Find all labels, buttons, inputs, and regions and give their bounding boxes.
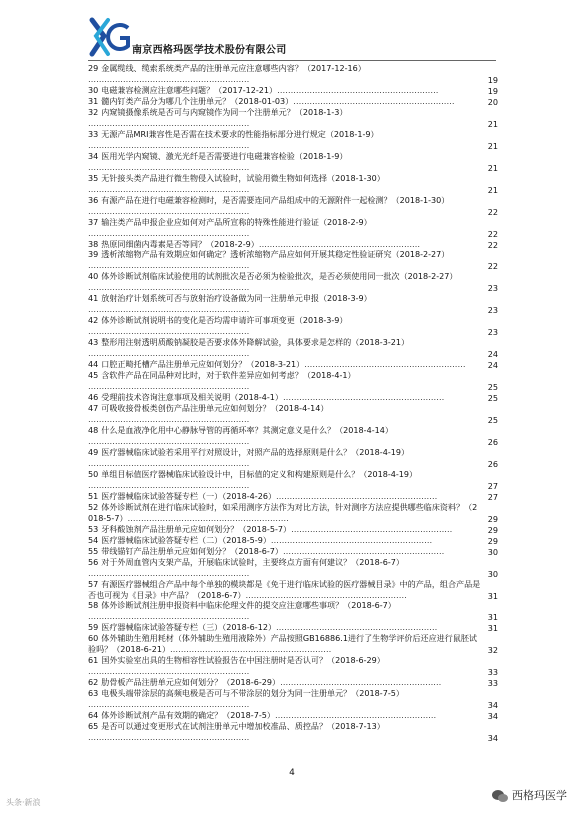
toc-entry-page: 19 xyxy=(487,85,498,96)
toc-entry-title xyxy=(88,152,496,174)
header-divider xyxy=(88,60,496,61)
toc-entry-text: 输注类产品申报企业应如何对产品所宣称的特殊性能进行验证（2018-2-9） xyxy=(101,217,372,227)
toc-entry-text: 可吸收接骨板类创伤产品注册单元应如何划分？（2018-4-14） xyxy=(101,404,329,414)
toc-entry-page: 24 xyxy=(487,360,498,371)
toc-entry-text: 体外诊断试剂产品有效期的确定？（2018-7-5） xyxy=(101,711,275,721)
toc-entry-number: 32 xyxy=(88,107,99,117)
toc-entry[interactable] xyxy=(88,547,496,558)
toc-entry-page: 25 xyxy=(487,382,498,393)
toc-leader-dots: …………………………………………………… xyxy=(258,239,421,249)
toc-entry-page: 31 xyxy=(487,590,498,601)
toc-entry-page: 23 xyxy=(487,283,498,294)
toc-leader-dots: …………………………………………………… xyxy=(88,667,250,677)
toc-leader-dots: …………………………………………………… xyxy=(293,96,455,106)
toc-entry[interactable] xyxy=(88,470,496,492)
toc-entry-number: 61 xyxy=(88,656,99,666)
toc-entry-text: 肋骨板产品注册单元应如何划分？（2018-6-29） xyxy=(101,678,281,688)
toc-entry-text: 对于外周血管内支架产品，开展临床试验时，主要终点方面有何建议？（2018-6-7） xyxy=(101,557,404,567)
toc-entry[interactable] xyxy=(88,711,496,722)
toc-entry-title xyxy=(88,492,496,503)
toc-entry-page: 31 xyxy=(487,612,498,623)
toc-entry-title xyxy=(88,623,496,634)
toc-leader-dots: …………………………………………………… xyxy=(88,382,250,392)
toc-entry-page: 33 xyxy=(487,678,498,689)
toc-entry[interactable] xyxy=(88,371,496,393)
toc-entry-page: 30 xyxy=(487,568,498,579)
toc-entry-text: 放射治疗计划系统可否与放射治疗设备做为同一注册单元申报（2018-3-9） xyxy=(101,294,372,304)
toc-entry-number: 52 xyxy=(88,502,99,512)
toc-entry-title xyxy=(88,174,496,196)
toc-entry-text: 有源医疗器械组合产品中每个单独的模块都是《免于进行临床试验的医疗器械目录》中的产品，组合产品是否也可视为《目录》中产品？（2018-6-7） xyxy=(88,579,481,600)
toc-entry-number: 54 xyxy=(88,535,99,545)
toc-entry-title xyxy=(88,601,496,623)
toc-entry-page: 23 xyxy=(487,305,498,316)
toc-entry-page: 21 xyxy=(487,184,498,195)
toc-entry-number: 44 xyxy=(88,360,99,370)
toc-entry[interactable] xyxy=(88,580,496,602)
toc-entry-text: 电极头端带涂层的高频电极是否可与不带涂层的划分为同一注册单元？（2018-7-5） xyxy=(101,689,404,699)
toc-leader-dots: …………………………………………………… xyxy=(283,546,445,556)
toc-entry[interactable] xyxy=(88,536,496,547)
toc-entry-number: 42 xyxy=(88,316,99,326)
toc-entry-title xyxy=(88,294,496,316)
toc-leader-dots: …………………………………………………… xyxy=(88,458,250,468)
toc-leader-dots: …………………………………………………… xyxy=(291,524,453,534)
toc-leader-dots: …………………………………………………… xyxy=(127,513,289,523)
toc-entry-text: 内窥镜摄像系统是否可与内窥镜作为同一个注册单元？（2018-1-3） xyxy=(101,107,348,117)
toc-entry[interactable] xyxy=(88,196,496,218)
toc-entry-page: 27 xyxy=(487,491,498,502)
toc-leader-dots: …………………………………………………… xyxy=(88,612,250,622)
toc-entry-number: 55 xyxy=(88,546,99,556)
toc-entry[interactable] xyxy=(88,492,496,503)
toc-entry-title xyxy=(88,250,496,272)
toc-leader-dots: …………………………………………………… xyxy=(88,206,250,216)
toc-entry-number: 29 xyxy=(88,64,99,73)
footer-brand xyxy=(492,787,567,803)
toc-entry-text: 单组目标值医疗器械临床试验设计中，目标值的定义和构建原则是什么？（2018-4-19） xyxy=(101,469,418,479)
toc-entry-text: 医疗器械临床试验答疑专栏（一）（2018-4-26） xyxy=(101,491,277,501)
toc-entry-page: 27 xyxy=(487,480,498,491)
toc-entry-number: 56 xyxy=(88,557,99,567)
toc-entry[interactable] xyxy=(88,525,496,536)
toc-entry-title xyxy=(88,580,496,602)
toc-leader-dots: …………………………………………………… xyxy=(277,85,439,95)
toc-leader-dots: …………………………………………………… xyxy=(276,491,438,501)
toc-entry[interactable] xyxy=(88,97,496,108)
toc-entry-text: 医用光学内窥镜、激光光纤是否需要进行电磁兼容检验（2018-1-9） xyxy=(101,151,348,161)
toc-entry-number: 38 xyxy=(88,239,99,249)
toc-entry[interactable] xyxy=(88,634,496,656)
toc-leader-dots: …………………………………………………… xyxy=(88,118,250,128)
toc-entry[interactable] xyxy=(88,174,496,196)
toc-entry-title xyxy=(88,470,496,492)
toc-leader-dots: …………………………………………………… xyxy=(88,436,250,446)
toc-entry-title xyxy=(88,678,496,689)
toc-entry-text: 整形用注射透明质酸钠凝胶是否要求体外降解试验，具体要求是怎样的（2018-3-21） xyxy=(101,338,410,348)
toc-entry-text: 体外诊断试剂临床试验使用的试剂批次是否必须为检验批次，是否必须使用同一批次（2018-2-27） xyxy=(101,272,458,282)
toc-entry[interactable] xyxy=(88,623,496,634)
toc-entry-number: 60 xyxy=(88,634,99,644)
toc-entry[interactable] xyxy=(88,558,496,580)
toc-entry-number: 59 xyxy=(88,623,99,633)
toc-entry-number: 31 xyxy=(88,96,99,106)
toc-entry[interactable] xyxy=(88,448,496,470)
toc-entry-text: 含软件产品在同品种对比时，对于软件差异应如何考虑？（2018-4-1） xyxy=(101,371,356,381)
toc-entry-number: 47 xyxy=(88,404,99,414)
toc-entry-page: 20 xyxy=(487,96,498,107)
toc-entry-page: 32 xyxy=(487,645,498,656)
toc-entry-page: 34 xyxy=(487,711,498,722)
toc-entry-page: 26 xyxy=(487,436,498,447)
toc-entry-text: 热原同细菌内毒素是否等同？（2018-2-9） xyxy=(101,239,259,249)
toc-entry-number: 43 xyxy=(88,338,99,348)
toc-leader-dots: …………………………………………………… xyxy=(88,327,250,337)
toc-leader-dots: …………………………………………………… xyxy=(88,261,250,271)
toc-entry-title xyxy=(88,525,496,536)
toc-entry-title xyxy=(88,86,496,97)
toc-leader-dots: …………………………………………………… xyxy=(88,733,250,743)
toc-entry-title xyxy=(88,536,496,547)
toc-entry-page: 22 xyxy=(487,206,498,217)
toc-entry-text: 受理前技术咨询注意事项及相关说明（2018-4-1） xyxy=(101,393,283,403)
toc-entry-title xyxy=(88,448,496,470)
toc-entry-page: 21 xyxy=(487,140,498,151)
toc-entry-text: 无源产品MRI兼容性是否需在技术要求的性能指标部分进行规定（2018-1-9） xyxy=(101,129,379,139)
toc-entry-page: 34 xyxy=(487,700,498,711)
footer-watermark: 头条·新浪 xyxy=(6,798,41,807)
toc-entry[interactable] xyxy=(88,250,496,272)
toc-entry-page: 29 xyxy=(487,535,498,546)
toc-entry[interactable] xyxy=(88,86,496,97)
toc-entry[interactable] xyxy=(88,678,496,689)
toc-entry-number: 49 xyxy=(88,447,99,457)
toc-entry[interactable] xyxy=(88,426,496,448)
toc-entry-number: 64 xyxy=(88,711,99,721)
toc-entry[interactable] xyxy=(88,360,496,371)
toc-leader-dots: …………………………………………………… xyxy=(88,415,250,424)
toc-entry-text: 医疗器械临床试验若采用平行对照设计，对照产品的选择原则是什么？（2018-4-19） xyxy=(101,447,410,457)
toc-entry-text: 牙科酸蚀剂产品注册单元应如何划分？（2018-5-7） xyxy=(101,524,292,534)
toc-entry-title xyxy=(88,722,496,744)
wechat-icon xyxy=(492,789,508,803)
toc-entry-title xyxy=(88,338,496,360)
toc-entry-title xyxy=(88,130,496,152)
toc-entry[interactable] xyxy=(88,108,496,130)
toc-entry-number: 45 xyxy=(88,371,99,381)
toc-entry-title xyxy=(88,272,496,294)
toc-entry-title xyxy=(88,196,496,218)
toc-entry-text: 金属缆线、缆索系统类产品的注册单元应注意哪些内容？（2017-12-16） xyxy=(101,64,366,73)
footer-brand-text: 西格玛医学 xyxy=(512,789,567,802)
toc-entry-page: 30 xyxy=(487,546,498,557)
toc-entry[interactable] xyxy=(88,338,496,360)
toc-leader-dots: …………………………………………………… xyxy=(280,678,442,688)
toc-leader-dots: …………………………………………………… xyxy=(88,305,250,315)
toc-entry-number: 53 xyxy=(88,524,99,534)
toc-entry-page: 31 xyxy=(487,623,498,634)
toc-entry[interactable] xyxy=(88,656,496,678)
toc-entry-title xyxy=(88,97,496,108)
toc-entry-title xyxy=(88,547,496,558)
toc-entry-text: 体外诊断试剂注册申报资料中临床伦理文件的提交应注意哪些事项？（2018-6-7） xyxy=(101,601,396,611)
toc-entry-number: 33 xyxy=(88,129,99,139)
toc-entry-number: 65 xyxy=(88,722,99,732)
toc-entry-page: 23 xyxy=(487,327,498,338)
toc-entry[interactable] xyxy=(88,316,496,338)
company-logo-icon xyxy=(88,14,132,60)
toc-entry-text: 国外实验室出具的生物相容性试验报告在中国注册时是否认可？（2018-6-29） xyxy=(101,656,385,666)
toc-entry[interactable] xyxy=(88,240,496,251)
toc-leader-dots: …………………………………………………… xyxy=(245,590,407,600)
toc-entry[interactable] xyxy=(88,503,496,525)
toc-entry-title xyxy=(88,64,496,86)
toc-entry-title xyxy=(88,393,496,404)
toc-leader-dots: …………………………………………………… xyxy=(88,162,250,172)
toc-entry-text: 是否可以通过变更形式在试剂注册单元中增加校准品、质控品？（2018-7-13） xyxy=(101,722,385,732)
toc-entry-page: 26 xyxy=(487,458,498,469)
toc-entry-number: 50 xyxy=(88,469,99,479)
toc-entry-title xyxy=(88,634,496,656)
toc-entry-title xyxy=(88,689,496,711)
toc-leader-dots: …………………………………………………… xyxy=(88,228,250,238)
toc-entry-text: 带线锚钉产品注册单元应如何划分？（2018-6-7） xyxy=(101,546,283,556)
toc-entry-number: 51 xyxy=(88,491,99,501)
page-header xyxy=(88,14,538,60)
company-name: 南京西格玛医学技术股份有限公司 xyxy=(132,45,287,56)
toc-entry[interactable] xyxy=(88,272,496,294)
toc-entry[interactable] xyxy=(88,152,496,174)
toc-entry-number: 37 xyxy=(88,217,99,227)
toc-entry-page: 29 xyxy=(487,524,498,535)
toc-leader-dots: …………………………………………………… xyxy=(170,645,332,655)
toc-entry-page: 22 xyxy=(487,228,498,239)
toc-entry-title xyxy=(88,426,496,448)
toc-entry-number: 30 xyxy=(88,85,99,95)
toc-entry-number: 41 xyxy=(88,294,99,304)
toc-entry-page: 25 xyxy=(487,393,498,404)
toc-leader-dots: …………………………………………………… xyxy=(88,140,250,150)
toc-leader-dots: …………………………………………………… xyxy=(276,623,438,633)
toc-entry[interactable] xyxy=(88,689,496,711)
toc-entry-page: 24 xyxy=(487,349,498,360)
toc-entry-text: 医疗器械临床试验答疑专栏（二）（2018-5-9） xyxy=(101,535,271,545)
toc-entry-page: 29 xyxy=(487,513,498,524)
toc-entry-number: 40 xyxy=(88,272,99,282)
toc-entry-number: 39 xyxy=(88,250,99,260)
table-of-contents xyxy=(88,64,496,744)
toc-entry-number: 57 xyxy=(88,579,99,589)
toc-entry[interactable] xyxy=(88,722,496,744)
toc-entry-title xyxy=(88,240,496,251)
toc-entry-text: 无针接头类产品进行微生物侵入试验时，试验用微生物如何选择（2018-1-30） xyxy=(101,173,385,183)
toc-entry-title xyxy=(88,558,496,580)
toc-entry[interactable] xyxy=(88,393,496,404)
toc-entry-page: 21 xyxy=(487,162,498,173)
toc-entry-text: 口腔正畸托槽产品注册单元应如何划分？（2018-3-21） xyxy=(101,360,305,370)
toc-entry-title xyxy=(88,404,496,426)
toc-leader-dots: …………………………………………………… xyxy=(88,480,250,490)
toc-entry-text: 透析浓缩物产品有效期应如何确定？透析浓缩物产品应如何开展其稳定性验证研究（2018-2-27） xyxy=(101,250,450,260)
toc-entry-title xyxy=(88,371,496,393)
toc-entry-number: 36 xyxy=(88,195,99,205)
toc-leader-dots: …………………………………………………… xyxy=(270,535,433,545)
toc-entry-number: 35 xyxy=(88,173,99,183)
toc-entry[interactable] xyxy=(88,130,496,152)
toc-entry-number: 62 xyxy=(88,678,99,688)
toc-leader-dots: …………………………………………………… xyxy=(283,393,445,403)
page-number: 4 xyxy=(289,768,295,778)
toc-entry[interactable] xyxy=(88,294,496,316)
toc-leader-dots: …………………………………………………… xyxy=(88,74,250,84)
toc-entry-text: 什么是血液净化用中心静脉导管的再循环率？其测定意义是什么？（2018-4-14） xyxy=(101,425,393,435)
toc-entry-text: 体外诊断试剂说明书的变化是否均需申请许可事项变更（2018-3-9） xyxy=(101,316,348,326)
toc-leader-dots: …………………………………………………… xyxy=(274,711,437,721)
toc-entry-title xyxy=(88,316,496,338)
toc-entry-number: 58 xyxy=(88,601,99,611)
toc-leader-dots: …………………………………………………… xyxy=(304,360,466,370)
toc-entry-text: 髓内钉类产品分为哪几个注册单元？（2018-01-03） xyxy=(101,96,294,106)
toc-entry-title xyxy=(88,503,496,525)
toc-entry-page: 33 xyxy=(487,667,498,678)
toc-entry-title xyxy=(88,656,496,678)
toc-entry[interactable] xyxy=(88,64,496,86)
toc-entry-text: 体外诊断试剂在进行临床试验时，如采用测序方法作为对比方法，针对测序方法应提供哪些临床资料？（2018-5-7） xyxy=(88,502,478,523)
toc-leader-dots: …………………………………………………… xyxy=(88,283,250,293)
toc-entry-text: 医疗器械临床试验答疑专栏（三）（2018-6-12） xyxy=(101,623,277,633)
toc-entry-page: 34 xyxy=(487,733,498,744)
toc-entry-text: 有源产品在进行电磁兼容检测时，是否需要连同产品组成中的无源附件一起检测？（2018-1-30） xyxy=(101,195,450,205)
toc-leader-dots: …………………………………………………… xyxy=(88,568,250,578)
toc-entry-number: 63 xyxy=(88,689,99,699)
toc-entry-title xyxy=(88,218,496,240)
toc-entry-number: 46 xyxy=(88,393,99,403)
toc-leader-dots: …………………………………………………… xyxy=(88,349,250,359)
toc-entry-page: 22 xyxy=(487,239,498,250)
toc-entry-text: 体外辅助生殖用耗材（体外辅助生殖用液除外）产品按照GB16886.1进行了生物学评价后还应进行鼠胚试验吗？（2018-6-21） xyxy=(88,634,477,655)
toc-entry[interactable] xyxy=(88,218,496,240)
toc-entry[interactable] xyxy=(88,404,496,426)
toc-entry-page: 22 xyxy=(487,261,498,272)
toc-entry-page: 19 xyxy=(487,74,498,85)
toc-entry-number: 48 xyxy=(88,425,99,435)
toc-entry-page: 25 xyxy=(487,415,498,425)
toc-entry-text: 电磁兼容检测应注意哪些问题？（2017-12-21） xyxy=(101,85,278,95)
toc-entry[interactable] xyxy=(88,601,496,623)
toc-entry-page: 21 xyxy=(487,118,498,129)
toc-entry-number: 34 xyxy=(88,151,99,161)
toc-leader-dots: …………………………………………………… xyxy=(88,184,250,194)
toc-entry-title xyxy=(88,711,496,722)
toc-entry-title xyxy=(88,108,496,130)
toc-leader-dots: …………………………………………………… xyxy=(88,700,250,710)
toc-entry-title xyxy=(88,360,496,371)
